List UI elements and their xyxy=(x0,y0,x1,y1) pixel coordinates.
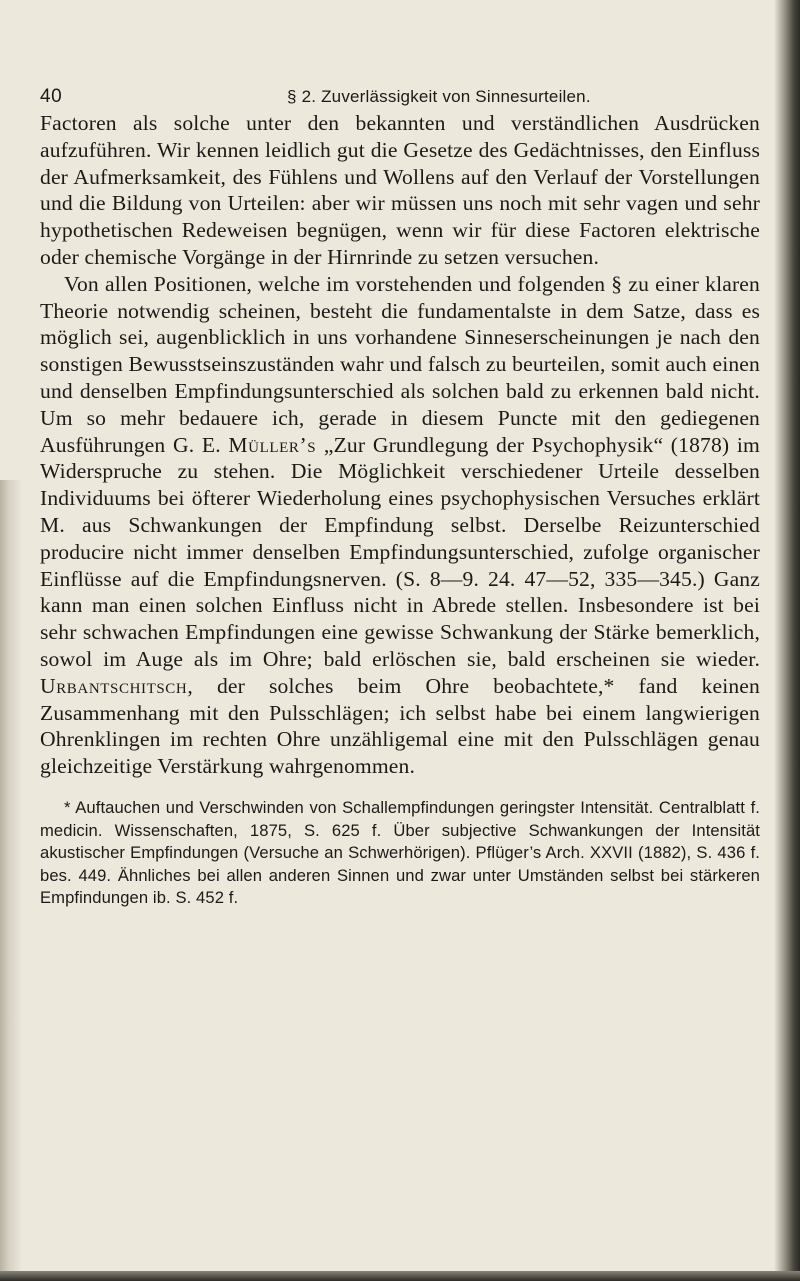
running-head: § 2. Zuverlässigkeit von Sinnesurteilen. xyxy=(287,87,591,106)
author-name-urbantschitsch: Urbantschitsch xyxy=(40,673,188,698)
binding-shadow xyxy=(0,480,22,1281)
main-text xyxy=(40,110,760,780)
page-number: 40 xyxy=(40,86,63,107)
author-name-mueller: Müller’s xyxy=(228,432,317,457)
paragraph-2 xyxy=(40,271,760,780)
paragraph-1: Factoren als solche unter den bekannten und verständlichen Ausdrücken aufzuführen. Wir kennen leidlich gut die Gesetze des Gedächtnisses, den Einfluss der Aufmerksamkeit, des Fühlens und Wollens auf den Verlauf der Vorstellungen und die Bildung von Urteilen: aber wir müssen uns noch mit sehr vagen und sehr hypothetischen Redeweisen begnügen, wenn wir für diese Factoren elektrische oder chemische Vorgänge in der Hirnrinde zu setzen versuchen. xyxy=(40,111,760,269)
scan-edge-right xyxy=(774,0,800,1281)
footnote: * Auftauchen und Verschwinden von Schallempfindungen geringster Intensität. Centralblatt f. medicin. Wissenschaften, 1875, S. 625 f. Über subjective Schwankungen der Intensität akustischer Empfindungen (Versuche an Schwerhörigen). Pflüger’s Arch. XXVII (1882), S. 436 f. bes. 449. Ähnliches bei allen anderen Sinnen und zwar unter Umständen selbst bei stärkeren Empfindungen ib. S. 452 f. xyxy=(40,798,760,908)
paragraph-2-text-1: Von allen Positionen, welche im vorstehenden und folgenden § zu einer klaren Theorie notwendig scheinen, besteht die fundamentalste in dem Satze, dass es möglich sei, augenblicklich in uns vorhandene Sinneserscheinungen je nach den sonstigen Bewusstseinszuständen wahr und falsch zu beurteilen, somit auch einen und denselben Empfindungsunterschied als solchen bald zu erkennen bald nicht. Um so mehr bedauere ich, gerade in diesem Puncte mit den gediegenen Ausführungen G. E. xyxy=(40,271,760,457)
scan-edge-bottom xyxy=(0,1271,800,1281)
paragraph-2-text-3: , der solches beim Ohre beobachtete,* fand keinen Zusammenhang mit den Pulsschlägen; ich selbst habe bei einem langwierigen Ohrenklingen im rechten Ohre unzähligemal eine mit den Pulsschlägen genau gleichzeitige Verstärkung wahrgenommen. xyxy=(40,673,760,779)
paragraph-2-text-2: „Zur Grundlegung der Psychophysik“ (1878) im Widerspruche zu stehen. Die Möglichkeit verschiedener Urteile desselben Individuums bei öfterer Wiederholung eines psychophysischen Versuches erklärt M. aus Schwankungen der Empfindung selbst. Derselbe Reizunterschied producire nicht immer denselben Empfindungsunterschied, zufolge organischer Einflüsse auf die Empfindungsnerven. (S. 8—9. 24. 47—52, 335—345.) Ganz kann man einen solchen Einfluss nicht in Abrede stellen. Insbesondere ist bei sehr schwachen Empfindungen eine gewisse Schwankung der Stärke bemerklich, sowol im Auge als im Ohre; bald erlöschen sie, bald erscheinen sie wieder. xyxy=(40,432,760,671)
